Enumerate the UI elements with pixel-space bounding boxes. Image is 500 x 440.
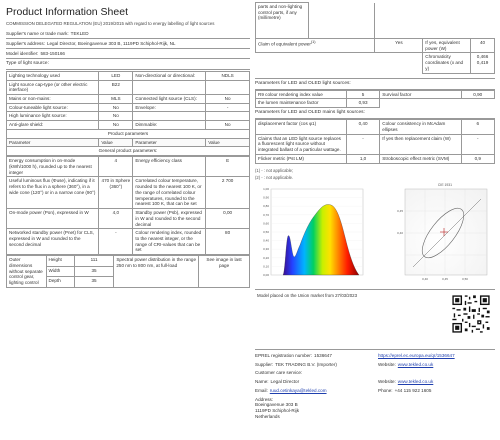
table-cell: Useful luminous flux (Φuse), indicating if it refers to the flux in a sphere (360°), in a wide cone (120°) or in a narrow cone (90°) [7, 177, 99, 209]
table-row [7, 95, 250, 104]
replacement-claim-label: Claims that an LED light source replaces a fluorescent light source without integrated ballast of a particular wattage. [256, 134, 347, 154]
supplier-address-value: Legal Director, Boeingavenue 303 B, 1119PD Schiphol-Rijk, NL [46, 40, 176, 46]
table-cell: Light source cap-type (or other electric interface) [7, 80, 99, 94]
spectrum-y-tick: 0,20 [263, 255, 269, 260]
stroboscopic-value: 0,9 [461, 154, 494, 163]
dimension-depth-label: Depth [46, 277, 74, 288]
dimension-height-label: Height [46, 256, 74, 267]
spectrum-y-tick: 0,90 [263, 195, 269, 200]
dimension-width-label: Width [46, 266, 74, 277]
left-panel [6, 6, 250, 288]
qr-code-icon[interactable] [451, 294, 491, 334]
cie-x-tick: 0,40 [422, 277, 428, 282]
table-row [256, 39, 495, 53]
chromaticity-label: Chromaticity coordinates (x and y) [423, 53, 471, 73]
eprel-label: EPREL registration number: [255, 353, 313, 359]
led-parameters-table [255, 90, 495, 108]
email-label: Email: [255, 387, 268, 393]
cie-y-tick: 0,40 [397, 231, 403, 236]
website2-row [378, 379, 495, 385]
address-line: Netherlands [255, 413, 280, 419]
footnote-1: (1) - : not applicable; [255, 167, 294, 173]
table-header-row [7, 138, 250, 147]
displacement-factor-label: displacement factor (cos φ1) [256, 120, 347, 134]
table-row [7, 229, 250, 255]
table-cell: No [99, 103, 133, 112]
table-row [7, 147, 250, 156]
phone-label: Phone: [378, 387, 393, 393]
website-label: Website: [378, 361, 396, 367]
name-label: Name: [255, 379, 269, 385]
table-cell: Lighting technology used [7, 71, 99, 80]
address-label: Address: [255, 396, 274, 402]
survival-factor-label: Survival factor [380, 90, 461, 99]
website-row [378, 362, 495, 368]
product-parameters-caption: Product parameters [7, 129, 250, 138]
table-cell [133, 112, 206, 121]
website2-label: Website: [378, 379, 396, 385]
table-cell: Colour-tuneable light source: [7, 103, 99, 112]
table-row [7, 112, 250, 121]
table-cell: NDLS [206, 71, 250, 80]
stroboscopic-label: Stroboscopic effect metric (SVM) [380, 154, 461, 163]
model-id-label: Model identifier: [6, 50, 39, 56]
table-row [7, 209, 250, 229]
table-row [7, 256, 250, 267]
supplier-value: TEK TRADING B.V. (Importer) [275, 361, 337, 367]
table-cell: No [206, 95, 250, 104]
supplier-label: Supplier: [255, 361, 274, 367]
r9-label: R9 colour rendering index value [256, 90, 347, 99]
table-cell: Envelope: [133, 103, 206, 112]
table-row [256, 134, 495, 154]
chromaticity-value: 0,466 0,419 [471, 53, 495, 73]
colour-consistency-label: Colour consistency in McAdam ellipses [380, 120, 461, 134]
replacement-claim-value: - [346, 134, 379, 154]
table-cell: - [206, 103, 250, 112]
table-cell: 4 [99, 157, 133, 177]
table-row [7, 103, 250, 112]
eprel-number: 1536647 [314, 353, 332, 359]
table-cell [308, 3, 375, 39]
dimensions-table [6, 255, 250, 288]
supplier-address-row [6, 39, 250, 49]
table-row [256, 3, 495, 39]
table-cell [133, 80, 206, 94]
table-cell: - [99, 229, 133, 255]
model-id-row [6, 49, 250, 59]
replacement-power-value: - [461, 134, 494, 154]
table-cell: LED [99, 71, 133, 80]
column-header: Value [99, 138, 133, 147]
table-cell: 470 in Sphere (360°) [99, 177, 133, 209]
spectrum-y-tick: 0,00 [263, 273, 269, 278]
table-row [7, 80, 250, 94]
flicker-label: Flicker metric (Pst LM) [256, 154, 347, 163]
spectrum-y-tick: 0,10 [263, 264, 269, 269]
address-block [255, 397, 372, 420]
dimension-height-value: 111 [74, 256, 114, 267]
eprel-url-link[interactable]: https://eprel.ec.europa.eu/qr/1536647 [378, 353, 455, 359]
table-row [256, 120, 495, 134]
table-cell: Dimmable: [133, 121, 206, 130]
phone-value: +44 115 922 1605 [394, 387, 432, 393]
table-cell: High luminance light source: [7, 112, 99, 121]
table-cell: Correlated colour temperature, rounded to the nearest 100 K, or the range of correlated colour temperatures, rounded to the nearest 100 K, that can be set [133, 177, 206, 209]
table-row [7, 129, 250, 138]
table-cell: Standby power (Psb), expressed in W and rounded to the second decimal [133, 209, 206, 229]
table-row [7, 71, 250, 80]
sheet-title: Product Information Sheet [6, 6, 128, 18]
cie-chart [397, 183, 487, 281]
email-link[interactable]: ruud.cetinkaya@tekled.com [269, 387, 327, 393]
spectrum-and-cie-charts [255, 181, 495, 289]
cie-x-tick: 0,45 [442, 277, 448, 282]
general-parameters-caption: General product parameters: [7, 147, 250, 156]
spectrum-y-tick: 0,40 [263, 238, 269, 243]
model-id-value: 583-150166 [40, 50, 65, 56]
column-header: Parameter [7, 138, 99, 147]
table-cell: E [206, 157, 250, 177]
spectrum-y-tick: 0,60 [263, 221, 269, 226]
displacement-factor-value: 0,40 [346, 120, 379, 134]
spectrum-y-tick: 0,70 [263, 212, 269, 217]
equivalent-power-claim-value: Yes [375, 39, 423, 53]
spectrum-y-tick: 0,50 [263, 230, 269, 235]
eprel-row [255, 353, 372, 359]
customer-care-label: Customer care service: [255, 370, 303, 376]
lumen-maintenance-label: the lumen maintenance factor [256, 99, 347, 108]
cie-title: CIE 1931 [437, 183, 453, 188]
equivalent-power-claim-text: Claim of equivalent power [258, 41, 311, 47]
lumen-maintenance-value: 0,93 [346, 99, 379, 108]
market-section [255, 289, 495, 349]
table-row [7, 121, 250, 130]
table-cell: 0,00 [206, 209, 250, 229]
table-cell: On-mode power (Pon), expressed in W [7, 209, 99, 229]
table-cell: 2 700 [206, 177, 250, 209]
r9-value: 5 [346, 90, 379, 99]
table-cell: Energy efficiency class [133, 157, 206, 177]
cie-y-tick: 0,45 [397, 209, 403, 214]
table-cell: Connected light source (CLS): [133, 95, 206, 104]
address-line: 1119PD Schiphol-Rijk [255, 408, 300, 414]
contact-section [255, 349, 495, 420]
led-parameters-heading: Parameters for LED and OLED light sources: [255, 78, 495, 90]
table-cell: No [206, 121, 250, 130]
name-value: Legal Director [270, 379, 300, 385]
spectrum-y-tick: 1,00 [263, 187, 269, 192]
table-row [256, 53, 495, 73]
spectrum-y-tick: 0,80 [263, 204, 269, 209]
dimension-depth-value: 35 [74, 277, 114, 288]
name-row [255, 379, 372, 385]
table-cell: Colour rendering index, rounded to the nearest integer, or the range of CRI-values that can be set [133, 229, 206, 255]
equivalent-power-label: If yes, equivalent power (W) [423, 39, 471, 53]
table-cell: Anti-glare shield: [7, 121, 99, 130]
replacement-power-label: If yes then replacement claim (W) [380, 134, 461, 154]
spectrum-chart [263, 187, 363, 277]
table-cell: Non-directional or directional: [133, 71, 206, 80]
column-header: Value [206, 138, 250, 147]
supplier-address-label: Supplier's address: [6, 40, 45, 46]
table-cell [206, 112, 250, 121]
equivalent-power-claim-label: Claim of equivalent power$^{(1)}$ [256, 39, 375, 53]
supplier-name-label: Supplier's name or trade mark: [6, 31, 69, 37]
table-row [256, 154, 495, 163]
table-cell [375, 3, 495, 39]
table-cell: B22 [99, 80, 133, 94]
equivalent-power-table [255, 2, 495, 74]
light-source-type-table [6, 71, 250, 156]
table-row [7, 157, 250, 177]
footnote-2: (2) - : not applicable. [255, 174, 294, 180]
table-cell [206, 80, 250, 94]
table-cell: Networked standby power (Pnet) for CLS, expressed in W and rounded to the second decimal [7, 229, 99, 255]
spectral-distribution-value: See image in last page [199, 256, 250, 288]
table-cell: Mains or non-mains: [7, 95, 99, 104]
colour-consistency-value: 6 [461, 120, 494, 134]
supplier-name-value: TEKLED [70, 31, 89, 37]
dimensions-label: Outer dimensions without separate control gear, lighting control [7, 256, 47, 288]
general-parameters-table [6, 156, 250, 255]
phone-row [378, 388, 495, 394]
email-row [255, 388, 372, 394]
charts-area [255, 181, 495, 289]
spectral-distribution-label: Spectral power distribution in the range 250 nm to 800 nm, at full-load [114, 256, 199, 288]
table-cell: MLS [99, 95, 133, 104]
website-link[interactable]: www.tekled.co.uk [397, 361, 434, 367]
flicker-value: 1,0 [346, 154, 379, 163]
cie-x-tick: 0,50 [462, 277, 468, 282]
survival-factor-value: 0,90 [461, 90, 494, 99]
right-panel [255, 2, 495, 420]
spectrum-y-tick: 0,30 [263, 247, 269, 252]
light-source-type-heading: Type of light source: [6, 59, 250, 70]
dimensions-continued: parts and non-lighting control parts, if any (millimetre) [256, 3, 309, 39]
table-cell: No [99, 121, 133, 130]
mains-parameters-heading: Parameters for LED and OLED mains light sources: [255, 108, 495, 119]
regulation-text: COMMISSION DELEGATED REGULATION (EU) 2019/2015 with regard to energy labelling of light sources [6, 21, 215, 27]
table-cell [256, 53, 423, 73]
table-cell: 4,0 [99, 209, 133, 229]
market-note: Model placed on the Union market from 27/03/2023 [257, 293, 358, 299]
dimension-width-value: 35 [74, 266, 114, 277]
mains-parameters-table [255, 119, 495, 163]
table-cell: 80 [206, 229, 250, 255]
column-header: Parameter [133, 138, 206, 147]
website2-link[interactable]: www.tekled.co.uk [397, 379, 434, 385]
supplier-row [255, 362, 372, 368]
table-cell: Energy consumption in on-mode (kWh/1000 h), rounded up to the nearest integer [7, 157, 99, 177]
table-cell [380, 99, 495, 108]
equivalent-power-value: 40 [471, 39, 495, 53]
table-row [7, 177, 250, 209]
table-row [256, 90, 495, 99]
supplier-name-row [6, 30, 250, 40]
table-cell: No [99, 112, 133, 121]
table-row [256, 99, 495, 108]
address-line: Boeingavenue 303 B [255, 402, 298, 408]
